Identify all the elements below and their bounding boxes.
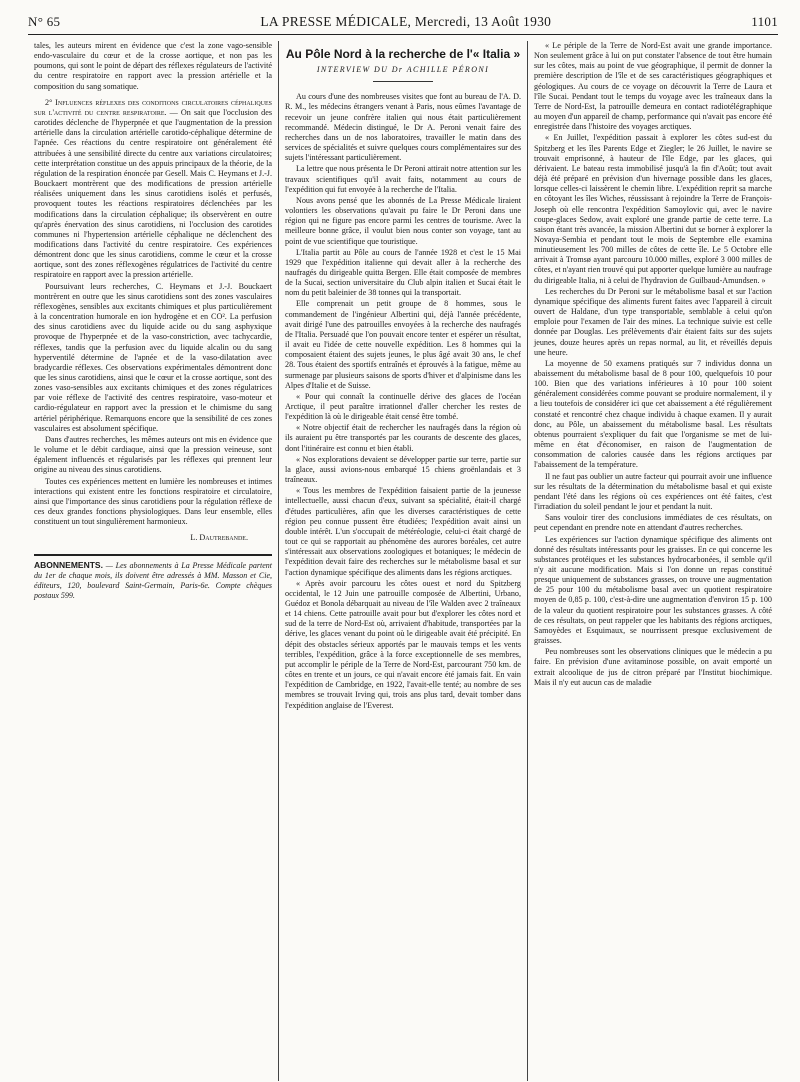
paragraph: Peu nombreuses sont les observations cliniques que le médecin a pu faire. En prévision d'une avitaminose possible, on avait emporté un extrait alcoolique de jus de citron préparé par l'Institut biochimique. Mais il n'y eut aucun cas de maladie — [534, 647, 772, 687]
text-columns — [28, 41, 778, 1081]
paragraph: La moyenne de 50 examens pratiqués sur 7 individus donna un abaissement du métabolisme basal de 8 pour 100, quelquefois 10 pour 100. Bien que des variations inférieures à 10 pour 100 soient généralement considérées comme pouvant se produire normalement, il y a lieu toutefois de considérer ici que cet abaissement a été régulièrement constaté et rencontré chez chaque individu à chaque examen. Il y aurait donc, au Pôle, un abaissement du métabolisme basal. Les résultats obtenus pourraient s'expliquer du fait que l'organisme se met de lui-même en état d'économiser, en raison de l'augmentation de consommation de calories causée dans les régions arctiques par l'abaissement de la température. — [534, 358, 772, 470]
paragraph: Au cours d'une des nombreuses visites que font au bureau de l'A. D. R. M., les médecins étrangers venant à Paris, nous eûmes l'avantage de recevoir un jeune confrère italien qui nous était particulièrement recommandé. Médecin distingué, le Dr A. Peroni venait faire des recherches dans un de nos laboratoires, travailler le matin dans des services de spécialités et suivre quelques cours complémentaires sur des sujets l'intéressant particulièrement. — [285, 92, 521, 163]
paragraph: « Tous les membres de l'expédition faisaient partie de la jeunesse intellectuelle, aussi chacun d'eux, suivant sa spécialité, était-il chargé d'études particulières, afin que les diverses caractéristiques de cette région peu connue pussent être étudiées; l'expédition avait ainsi un double intérêt. L'un s'occupait de météréologie, celui-ci était chargé de tout ce qui se rapportait au phénomène des aurores boréales, cet autre s'intéressait aux observations zoologiques et botaniques; le médecin de l'expédition devait faire des recherches sur le métabolisme basal et sur l'action dynamique spécifique des aliments dans les régions arctiques. — [285, 486, 521, 577]
author-signature: L. Dautrebande. — [190, 533, 248, 543]
section-heading: 2° Influences réflexes des conditions circulatoires céphaliques sur l'activité du centre respiratoire. — [34, 97, 272, 117]
paragraph: Les expériences sur l'action dynamique spécifique des aliments ont donné des résultats intéressants pour les graisses. En ce qui concerne les substances protéiques et les substances hydrocarbonées, il semble qu'il n'y ait aucune modification. Mais si l'on donne un repas constitué presque uniquement de substances grasses, on trouve une augmentation de 25 pour 100 du métabolisme basal avec un quotient respiratoire moyen de 0,85 p. 100, c'est-à-dire une augmentation d'environ 15 p. 100 de la valeur du quotient respiratoire pour les substances grasses. A côté de ces résultats, on peut rappeler que les habitants des régions arctiques, Samoyèdes et Esquimaux, se nourrissent presque exclusivement de graisses. — [534, 534, 772, 646]
paragraph: Les recherches du Dr Peroni sur le métabolisme basal et sur l'action dynamique spécifique des aliments furent faites avec l'appareil à circuit ouvert de Haldane, d'un type transportable, semblable à celui qu'on emploie pour l'examen de l'air des mines. La technique suivie est celle donnée par Douglas. Les prélèvements d'air étaient faits sur des sujets jeunes, douze heures après un repas normal, au lit, et réveillés depuis une heure. — [534, 286, 772, 357]
paragraph: Toutes ces expériences mettent en lumière les nombreuses et intimes interactions qui existent entre les fonctions respiratoire et circulatoire, ainsi que l'importance des sinus carotidiens pour la régulation réflexe de ces deux grandes fonctions physiologiques. Dans leur ensemble, elles constituent un tout singulièrement harmonieux. — [34, 476, 272, 527]
paragraph: Il ne faut pas oublier un autre facteur qui pourrait avoir une influence sur les résultats de la détermination du métabolisme basal et qui existe pendant l'été dans les régions où ces expériences ont été faites, c'est l'irradiation du soleil pendant le jour et pendant la nuit. — [534, 471, 772, 512]
paragraph: « Le périple de la Terre de Nord-Est avait une grande importance. Non seulement grâce à lui on put constater l'absence de tout être humain sur les côtes, mais au point de vue géographique, il permit de donner la première description de l'île et de ses caractéristiques géographiques et géologiques. Au cours de ce voyage on découvrit la Terre de Laura et l'île Sucai. Pendant tout le temps du voyage avec les traîneaux dans la Terre de Nord-Est, la patrouille demeura en contact radiotélégraphique au moyen d'un appareil de champ, performance qui n'avait pas encore été enregistrée dans l'histoire des voyages arctiques. — [534, 41, 772, 132]
column-right — [528, 41, 778, 1081]
column-left — [28, 41, 278, 1081]
journal-title: LA PRESSE MÉDICALE, Mercredi, 13 Août 1930 — [260, 14, 552, 29]
paragraph: « Notre objectif était de rechercher les naufragés dans la région où ils auraient pu être transportés par les courants de descente des glaces, dont l'itinéraire est connu et bien établi. — [285, 423, 521, 453]
page-header — [28, 14, 778, 35]
paragraph: Nous avons pensé que les abonnés de La Presse Médicale liraient volontiers les observations qu'avait pu faire le Dr Peroni dans une région qui ne figure pas encore parmi les centres de tourisme. Avec la meilleure bonne grâce, il voulut bien nous conter son voyage, tant au point de vue scientifique que touristique. — [285, 195, 521, 246]
paragraph: Poursuivant leurs recherches, C. Heymans et J.-J. Bouckaert montrèrent en outre que les sinus carotidiens sont des zones vasculaires réflexogènes, sensibles aux excitants chimiques et plus particulièrement à la concentration humorale en ion hydrogène et en CO². La perfusion des sinus carotidiens avec du liquide acide ou du sang asphyxique provoque de l'hyperpnée et de la vaso-constriction, avec tachycardie, réflexes, tandis que la perfusion avec du liquide alcalin ou du sang hyperventilé détermine de l'apnée et de la vaso-dilatation avec bradycardie réflexes. Ces observations expérimentales démontrent donc que les sinus carotidiens, ainsi que le cœur et la crosse aortique, sont des zones vaso-sensibles aux excitants chimiques et des zones régulatrices par voie réflexe de l'activité des centres respiratoire, vaso-moteur et cardio-régulateur en rapport avec la pression et le chimisme du sang artériel périphérique. Remarquons encore que la sensibilité de ces zones vasculaires est absolument spécifique. — [34, 281, 272, 433]
paragraph: « Nos explorations devaient se développer partie sur terre, partie sur la glace, aussi avions-nous embarqué 15 chiens groënlandais et 3 traîneaux. — [285, 454, 521, 485]
subscription-heading: ABONNEMENTS. — [34, 559, 103, 570]
paragraph: Sans vouloir tirer des conclusions immédiates de ces résultats, on peut cependant en prendre note en attendant d'autres recherches. — [534, 513, 772, 533]
issue-number: N° 65 — [28, 14, 61, 29]
paragraph — [34, 98, 272, 281]
column-middle — [278, 41, 528, 1081]
paragraph-text: — On sait que l'occlusion des carotides déclenche de l'hyperpnée et que l'augmentation de la pression artérielle dans la circulation artérielle carotido-céphalique détermine de l'apnée. Ces réactions du centre respiratoire ont généralement été attribuées à une sensibilité directe du centre aux variations circulatoires; cette interprétation constitue un des appuis principaux de la théorie, de la régulation de la respiration énoncée par Gesell. Mais C. Heymans et J.-J. Bouckaert montrèrent que des modifications de pression artérielle réalisées uniquement dans les sinus carotidiens isolés et perfusés, provoquent toutes les réactions respiratoires déclenchées par les modifications dans la circulation céphalique; ils observèrent en outre qu'après énervation des sinus carotidiens, ni l'occlusion des carotides communes ni l'hypertension artérielle céphalique ne déclenchent des modifications dans l'activité du centre respiratoire. Ces expériences démontrent donc que les sinus carotidiens, comme le cœur et la crosse aortique, sont des zones réflexogènes régulatrices de l'activité du centre respiratoire en rapport avec la pression artérielle. — [34, 107, 272, 280]
subscription-notice — [34, 554, 272, 601]
paragraph: « Après avoir parcouru les côtes ouest et nord du Spitzberg occidental, le 12 Juin une patrouille composée de Albertini, Urbano, Guédoz et Bonola débarquait au niveau de l'île Walden avec 2 traîneaux et 14 chiens. Cette patrouille avait pour but d'explorer les côtes nord et sud de la terre de Nord-Est où, arrivaient d'habitude, transportées par la dérive, les glaces venant du point où le dirigeable avait été précipité. En dépit des obstacles sérieux apportés par le mauvais temps et les vents terribles, l'expédition, grâce à la force exceptionnelle de ses membres, put accomplir le périple de la Terre de Nord-Est, parcourant 750 km. de côtes en trente et un jours, ce qui n'avait encore été jamais fait. En vain l'expédition de Cambridge, en 1922, l'avait-elle tenté; au nombre de ses membres se trouvait Irving qui, trois ans plus tard, devait tomber dans l'expédition anglaise de l'Everest. — [285, 578, 521, 710]
paragraph: Dans d'autres recherches, les mêmes auteurs ont mis en évidence que le volume et le débit cardiaque, ainsi que la pression veineuse, sont également influencés et régularisés par les réflexes qui prennent leur origine au niveau des sinus carotidiens. — [34, 434, 272, 475]
article-subtitle: INTERVIEW DU Dr ACHILLE PÉRONI — [285, 65, 521, 82]
subscription-text: — Les abonnements à La Presse Médicale partent du 1er de chaque mois, ils doivent être adressés à MM. Masson et Cie, éditeurs, 120, boulevard Saint-Germain, Paris-6e. Compte chèques postaux 599. — [34, 560, 272, 600]
paragraph: Elle comprenait un petit groupe de 8 hommes, sous le commandement de l'ingénieur Albertini qui, déjà l'année précédente, avait dirigé l'une des patrouilles envoyées à la recherche des naufragés de l'Italia. Persuadé que l'on pouvait encore tenter et espérer un résultat, il avait eu l'idée de cette nouvelle expédition. Les 8 hommes qui la composaient étaient des sujets jeunes, le plus âgé avait 30 ans, le chef 28. Tous étaient des sportifs entraînés et éprouvés à la fatigue, même au surmenage par plusieurs saisons de sports d'hiver et d'alpinisme dans les Alpes d'Italie et de Suisse. — [285, 299, 521, 390]
page-number: 1101 — [751, 14, 778, 29]
article-title: Au Pôle Nord à la recherche de l'« Italia » — [285, 47, 521, 61]
paragraph: « Pour qui connaît la continuelle dérive des glaces de l'océan Arctique, il peut paraître irrationnel d'aller chercher les restes de l'expédition là où le dirigeable était censé être tombé. — [285, 391, 521, 422]
paragraph: « En Juillet, l'expédition passait à explorer les côtes sud-est du Spitzberg et les îles Parents Edge et Ziegler; le 26 Juillet, le navire se trouvait emprisonné, à hauteur de l'île Edge, par les glaces, qui dérivaient. Le bateau resta immobilisé jusqu'à la fin d'Août; tout avait déjà été préparé en prévision d'un hivernage possible dans les glaces, lorsque celles-ci laissèrent le chemin libre. L'expédition reprit sa marche en côtoyant les îles Wiches, réussissant à rejoindre la Terre de François-Joseph où elle rencontra l'expédition Samoylovic qui, avec le navire coupe-glaces Sedow, avait exploré une grande partie de cette terre. La saison étant très avancée, la mission Albertini dut se borner à explorer la Novaya-Sembia et pendant tout le mois de Septembre elle examina minutieusement les 700 milles de côtes de cette île. Le 5 Octobre elle arrivait à Tromsø ayant parcouru 10.000 milles, exploré 3 000 milles de côtes, et n'ayant rien trouvé qui put apporter quelque lumière au naufrage du dirigeable Italia, ni à celui de l'hydravion de Guilbaud-Amundsen. » — [534, 133, 772, 285]
paragraph: L'Italia partit au Pôle au cours de l'année 1928 et c'est le 15 Mai 1929 que l'expédition italienne qui devait aller à la recherche des naufragés du dirigeable quitta Bergen. Elle était composée de membres de la Sucai, section universitaire du Club alpin italien et Sucai était le nom du petit baleinier de 38 tonnes qui la transportait. — [285, 247, 521, 298]
paragraph: tales, les auteurs mirent en évidence que c'est la zone vago-sensible endo-vasculaire du cœur et de la crosse aortique, et non pas les poumons, qui sont le point de départ des réflexes régulateurs de l'activité du centre respiratoire en rapport avec la pression artérielle et la composition du sang somatique. — [34, 41, 272, 91]
paragraph: La lettre que nous présenta le Dr Peroni attirait notre attention sur les travaux scientifiques qu'il avait faits, notamment au cours de l'expédition qui fut envoyée à la recherche de l'Italia. — [285, 164, 521, 194]
